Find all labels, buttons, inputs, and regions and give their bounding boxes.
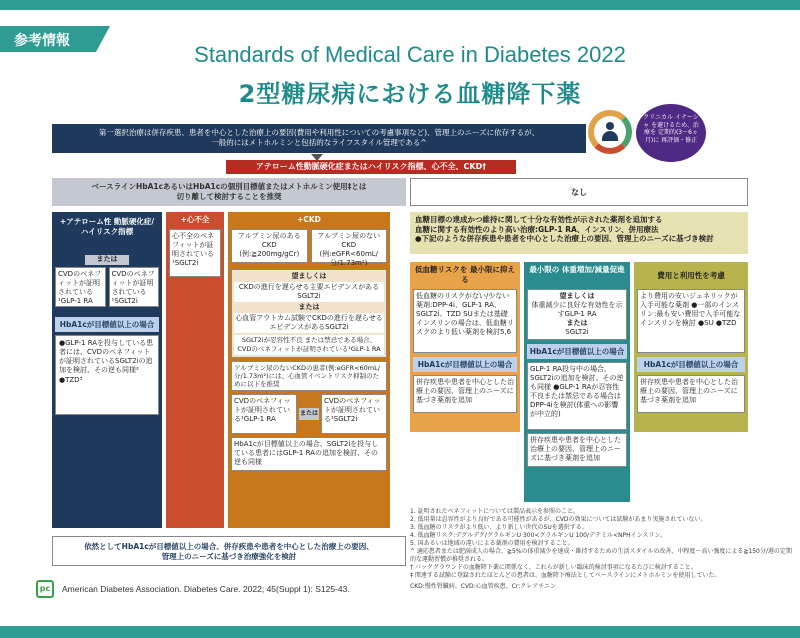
ckd-hba1c-note: HbA1cが目標値以上の場合、SGLT2iを投与している患者にはGLP-1 RAの追加を検討、その逆も同様: [231, 437, 387, 471]
publisher-logo-text: pc: [39, 584, 51, 593]
weight-after: GLP-1 RA投与中の場合、SGLT2iの追加を検討、その逆も同様 ●GLP-1 RAが忍容性不良または禁忌である場合はDPP-4iを検討(体重への影響が中立的): [527, 362, 627, 430]
ascvd-title: +アテローム性 動脈硬化症/ ハイリスク指標: [59, 217, 155, 236]
hf-title: +心不全: [180, 215, 210, 224]
ckd-evidence-1: CKDの進行を遅らせる主要エビデンスがあるSGLT2i: [234, 282, 384, 302]
publisher-logo: [36, 580, 54, 598]
footnote-8: ‡ 関連する試験に登録されたほとんどの患者は、血糖降下療法としてベースラインにメトホルミンを使用していた。: [410, 572, 721, 579]
ckd-evidence-3: SGLT2iが忍容性不良 または禁忌である場合、CVDのベネフィットが証明されている¹GLP-1 RA: [234, 335, 384, 355]
reassess-text: クリニカル イナーシャ を避けるため、治療を 定期的(3〜6ヵ月)に 再評価・修正: [643, 114, 699, 144]
right-header-text-2: 血糖に関する有効性のより高い治療:GLP-1 RA、インスリン、併用療法: [415, 224, 659, 234]
title-english: Standards of Medical Care in Diabetes 2022: [194, 42, 626, 67]
reference-info-tag: 参考情報: [0, 26, 96, 52]
bottom-strip: [0, 626, 800, 638]
ascvd-hba1c-band: HbA1cが目標値以上の場合: [55, 317, 159, 332]
ascvd-column: [52, 212, 162, 528]
hypo-column: [410, 262, 520, 432]
weight-hba1c-band: HbA1cが目標値以上の場合: [527, 344, 627, 359]
right-header-text-3: ●下記のような併存疾患や患者を中心とした治療上の要因、管理上のニーズに基づき検討: [415, 234, 714, 243]
ckd-or-label: または: [299, 408, 319, 420]
footnote-4: 4. 低血糖リスク:デグルデク/グラルギンU 300<グラルギンU 100/デテミル<NPHインスリン。: [410, 532, 666, 539]
ckd-glp1-option: CVDのベネフィットが証明されている¹GLP-1 RA: [231, 394, 297, 434]
hf-column: [166, 212, 224, 528]
intensify-text-1: 依然としてHbA1cが目標値以上の場合、併存疾患や患者を中心とした治療上の要因、: [84, 542, 374, 551]
reference-citation: American Diabetes Association. Diabetes Care. 2022; 45(Suppl 1): S125-43.: [62, 584, 350, 594]
ckd-pref-label: 望ましくは: [291, 272, 327, 280]
cost-after: 併存疾患や患者を中心とした治療上の要因、管理上のニーズに基づき薬剤を追加: [637, 375, 745, 413]
ascvd-followup-2: ●TZD³: [59, 376, 83, 384]
ascvd-followup: [55, 335, 159, 415]
weight-sglt2: SGLT2i: [565, 328, 589, 336]
ascvd-either-label: または: [85, 255, 129, 265]
footnote-3: 3. 低血糖のリスクがより低い、より新しい世代のSUを選択する。: [410, 524, 588, 531]
intensify-box: [52, 536, 406, 566]
ckd-title: +CKD: [297, 215, 321, 224]
left-header-box: [52, 178, 406, 206]
weight-pref-label: 望ましくは: [559, 292, 595, 300]
hypo-hba1c-band: HbA1cが目標値以上の場合: [413, 357, 517, 372]
ascvd-glp1-option: CVDのベネフィットが証明されている¹GLP-1 RA: [55, 267, 106, 307]
left-header-text-2: 切り離して検討することを推奨: [176, 191, 282, 201]
weight-glp1: 体重減少に良好な有効性を示すGLP-1 RA: [531, 301, 623, 318]
title-japanese: 2型糖尿病における血糖降下薬: [238, 80, 582, 108]
weight-either-label: または: [566, 319, 588, 327]
top-banner: [0, 0, 800, 10]
first-line-text-1: 第一選択治療は併存疾患、患者を中心とした治療上の要因(費用や利用性についての考慮事項など)、管理上のニーズに依存するが、: [98, 128, 540, 137]
ckd-no-albuminuria-option: アルブミン尿のないCKD (例:eGFR<60mL/分/1.73m²): [311, 229, 388, 263]
cost-title: 費用と利用性を考慮: [657, 271, 725, 280]
ckd-no-albuminuria-note: アルブミン尿のないCKDの患者(例:eGFR<60mL/分/1.73m²)には、心血管イベントリスク抑制のために以下を推奨: [231, 361, 387, 391]
intensify-text-2: 管理上のニーズに基づき治療強化を検討: [161, 551, 297, 561]
ckd-albuminuria-option: アルブミン尿のあるCKD (例:≧200mg/gCr): [231, 229, 308, 263]
right-header-box: [410, 212, 748, 254]
hypo-after: 併存疾患や患者を中心とした治療上の要因、管理上のニーズに基づき薬剤を追加: [413, 375, 517, 413]
high-risk-bar: アテローム性動脈硬化症またはハイリスク指標、心不全、CKD†: [226, 160, 516, 174]
hypo-body: 低血糖のリスクがない/少ない薬剤:DPP-4i、GLP-1 RA、SGLT2i、TZD SUまたは基礎インスリンの場合は、低血糖リスクのより低い薬剤を検討5,6: [413, 289, 517, 353]
weight-after-2: 併存疾患や患者を中心とした治療上の要因、管理上のニーズに基づき薬剤を追加: [527, 433, 627, 467]
footnote-5: 5. 国あるいは地域の違いによる薬剤の費用を検討すること。: [410, 540, 574, 547]
ckd-column: [228, 212, 390, 528]
reassess-circle: [636, 104, 706, 162]
footnote-6: ^ 適応患者または肥満成人の場合、≧5%の体重減少を達成・維持するための生活スタイルの改善、中程度～高い強度による≧150分/週の定期的な運動習慣が推奨される。: [410, 548, 792, 563]
weight-column: [524, 262, 630, 502]
none-box: なし: [410, 178, 748, 206]
ckd-sglt2-option: CVDのベネフィットが証明されている¹SGLT2i: [321, 394, 387, 434]
cost-hba1c-band: HbA1cが目標値以上の場合: [637, 357, 745, 372]
footnotes: [410, 508, 794, 591]
left-header-text-1: ベースラインHbA1cあるいはHbA1cの個別目標値またはメトホルミン使用‡とは: [91, 182, 367, 191]
ckd-either-label: または: [298, 303, 320, 311]
hf-sglt2-option: 心不全のベネフィットが証明されている¹SGLT2i: [169, 229, 221, 277]
footnote-2: 2. 低用量は忍容性がより良好である可能性があるが、CVDの効果については試験があまり実施されていない。: [410, 516, 707, 523]
cost-body: より費用の安いジェネリックが入手可能な薬剤 ●一部のインスリン:最も安い費用で入手可能なインスリンを検討 ●SU ●TZD: [637, 289, 745, 353]
footnote-1: 1. 証明されたベネフィットについては製品表示を参照のこと。: [410, 508, 580, 515]
abbreviations: CKD:慢性腎臓病、CVD:心血管疾患、Cr:クレアチニン: [410, 583, 557, 590]
ckd-evidence-2: 心血管アウトカム試験でCKDの進行を遅らせるエビデンスがあるSGLT2i: [235, 314, 383, 331]
ckd-evidence-box: [231, 269, 387, 358]
cost-column: [634, 262, 748, 432]
weight-pref-box: [527, 289, 627, 340]
footnote-7: † バックグラウンドの血糖降下薬に関係なく、これらが新しい臨床的検討事項になるたびに検討すること。: [410, 564, 697, 571]
person-icon: [602, 122, 618, 142]
reassess-badge: [588, 104, 788, 160]
ascvd-sglt2-option: CVDのベネフィットが証明されている¹SGLT2i: [109, 267, 160, 307]
first-line-text-2: 一般的にはメトホルミンと包括的なライフスタイル管理である^: [211, 137, 427, 147]
right-header-text-1: 血糖目標の達成かつ維持に関して十分な有効性が示された薬剤を追加する: [415, 215, 663, 224]
hypo-title: 低血糖リスクを 最小限に抑える: [415, 265, 515, 284]
ascvd-followup-1: ●GLP-1 RAを投与している患者には、CVDのベネフィットが証明されているSGLT2iの追加を検討、その逆も同様²: [59, 339, 154, 374]
weight-title: 最小限の 体重増加/減量促進: [529, 265, 625, 274]
first-line-box: [52, 124, 586, 153]
